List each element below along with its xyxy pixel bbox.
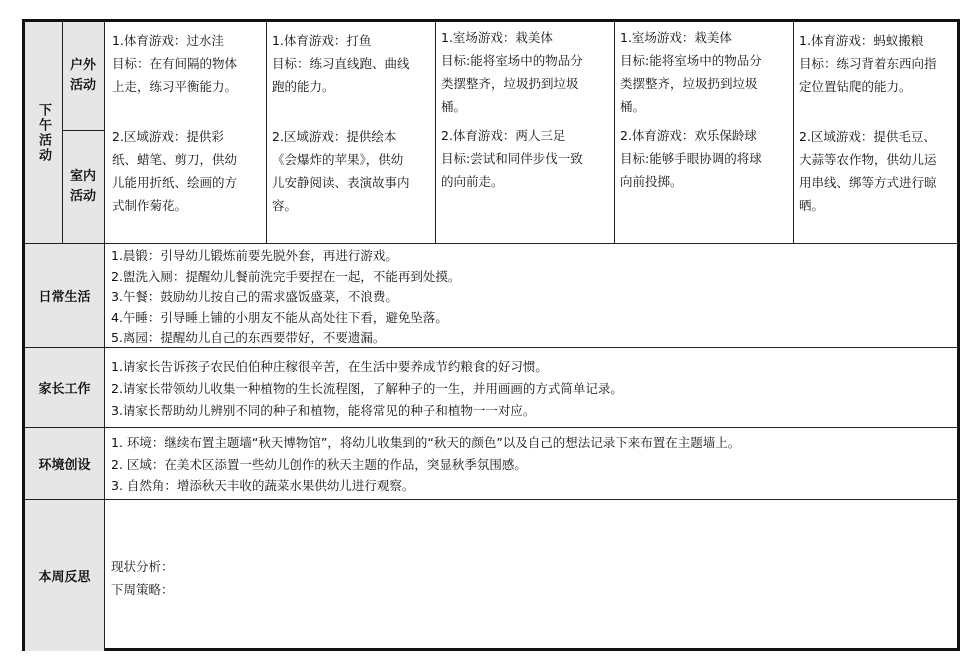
col-divider — [614, 22, 615, 243]
line: 向前投掷。 — [620, 174, 683, 189]
environment-label: 环境创设 — [38, 457, 91, 473]
list-item: 1.晨锻：引导幼儿锻炼前要先脱外套，再进行游戏。 — [111, 248, 398, 263]
col-divider — [793, 22, 794, 243]
line: 目标:能够手眼协调的将球 — [620, 151, 762, 166]
day4-indoor-activity — [620, 124, 792, 193]
daily-life-label: 日常生活 — [38, 289, 91, 305]
environment-label-cell — [25, 427, 104, 499]
line: 定位置钻爬的能力。 — [799, 79, 912, 94]
line: 目标：练习直线跑、曲线 — [272, 56, 410, 71]
line: 儿安静阅读、表演故事内 — [272, 175, 410, 190]
reflection-status-analysis: 现状分析： — [111, 559, 174, 574]
line: 目标:能将室场中的物品分 — [441, 53, 583, 68]
outdoor-label: 户外活动 — [69, 58, 96, 93]
line: 2.体育游戏：欢乐保龄球 — [620, 128, 757, 143]
row-divider — [25, 499, 957, 500]
line: 上走，练习平衡能力。 — [112, 79, 238, 94]
line: 类摆整齐，垃圾扔到垃圾 — [620, 76, 758, 91]
line: 用串线、绑等方式进行晾 — [799, 175, 937, 190]
day1-indoor-activity — [112, 125, 264, 217]
reflection-label: 本周反思 — [38, 569, 91, 585]
line: 桶。 — [620, 99, 646, 114]
line: 《会爆炸的苹果》，供幼 — [272, 152, 404, 167]
day2-outdoor-activity — [272, 29, 434, 98]
line: 的向前走。 — [441, 174, 504, 189]
parent-work-label-cell — [25, 347, 104, 427]
list-item: 2.盥洗入厕：提醒幼儿餐前洗完手要捏在一起，不能再到处摸。 — [111, 268, 461, 284]
line: 1.体育游戏：打鱼 — [272, 33, 372, 48]
list-item: 3. 自然角：增添秋天丰收的蔬菜水果供幼儿进行观察。 — [111, 478, 415, 493]
line: 儿能用折纸、绘画的方 — [112, 175, 238, 190]
line: 式制作菊花。 — [112, 198, 188, 213]
list-item: 3.请家长帮助幼儿辨别不同的种子和植物，能将常见的种子和植物一一对应。 — [111, 403, 536, 418]
col-divider — [266, 22, 267, 243]
environment-list — [111, 432, 951, 497]
line: 纸、蜡笔、剪刀，供幼 — [112, 152, 238, 167]
indoor-label: 室内活动 — [69, 168, 96, 204]
list-item: 3.午餐：鼓励幼儿按自己的需求盛饭盛菜，不浪费。 — [111, 289, 398, 305]
day5-indoor-activity — [799, 125, 959, 217]
afternoon-label: 下午活动 — [36, 102, 51, 163]
line: 2.区域游戏：提供毛豆、 — [799, 129, 936, 144]
row-divider — [25, 427, 957, 428]
list-item: 4.午睡：引导睡上铺的小朋友不能从高处往下看，避免坠落。 — [111, 309, 448, 325]
line: 目标：在有间隔的物体 — [112, 56, 238, 71]
line: 大蒜等农作物，供幼儿运 — [799, 152, 937, 167]
parent-work-list — [111, 356, 951, 422]
line: 1.室场游戏：栽美体 — [441, 30, 553, 45]
line: 类摆整齐，垃圾扔到垃圾 — [441, 76, 579, 91]
weekly-plan-table — [22, 19, 960, 651]
line: 晒。 — [799, 198, 825, 213]
col-divider — [104, 22, 105, 651]
parent-work-label: 家长工作 — [38, 381, 91, 397]
reflection-label-cell — [25, 499, 104, 651]
reflection-next-week-strategy: 下周策略： — [111, 582, 174, 597]
line: 2.体育游戏：两人三足 — [441, 128, 566, 143]
line: 容。 — [272, 198, 298, 213]
day3-indoor-activity — [441, 124, 613, 193]
line: 目标:尝试和同伴步伐一致 — [441, 151, 583, 166]
indoor-label-cell — [62, 130, 104, 243]
daily-life-label-cell — [25, 243, 104, 347]
line: 跑的能力。 — [272, 79, 335, 94]
line: 桶。 — [441, 99, 467, 114]
afternoon-label-cell — [25, 22, 62, 243]
list-item: 2. 区域：在美术区添置一些幼儿创作的秋天主题的作品，突显秋季氛围感。 — [111, 456, 527, 472]
day2-indoor-activity — [272, 125, 434, 217]
line: 1.室场游戏：栽美体 — [620, 30, 732, 45]
line: 1.体育游戏：蚂蚁搬粮 — [799, 33, 924, 48]
day1-outdoor-activity — [112, 29, 264, 98]
list-item: 1. 环境：继续布置主题墙“秋天博物馆”，将幼儿收集到的“秋天的颜色”以及自己的想法记录下来布置在主题墙上。 — [111, 435, 741, 450]
sub-row-divider — [62, 130, 104, 131]
list-item: 2.请家长带领幼儿收集一种植物的生长流程图，了解种子的一生，并用画画的方式简单记录。 — [111, 381, 623, 396]
day4-outdoor-activity — [620, 26, 792, 118]
list-item: 1.请家长告诉孩子农民伯伯种庄稼很辛苦，在生活中要养成节约粮食的好习惯。 — [111, 359, 548, 374]
col-divider — [435, 22, 436, 243]
outdoor-label-cell — [62, 22, 104, 130]
line: 2.区域游戏：提供彩 — [112, 129, 224, 144]
reflection-list — [111, 555, 951, 601]
line: 1.体育游戏：过水洼 — [112, 33, 224, 48]
line: 2.区域游戏：提供绘本 — [272, 129, 397, 144]
daily-life-list — [111, 246, 951, 349]
list-item: 5.离园：提醒幼儿自己的东西要带好，不要遗漏。 — [111, 330, 386, 346]
row-divider — [25, 243, 957, 244]
col-divider — [62, 22, 63, 243]
line: 目标:能将室场中的物品分 — [620, 53, 762, 68]
line: 目标：练习背着东西向指 — [799, 56, 937, 71]
day5-outdoor-activity — [799, 29, 959, 98]
day3-outdoor-activity — [441, 26, 613, 118]
